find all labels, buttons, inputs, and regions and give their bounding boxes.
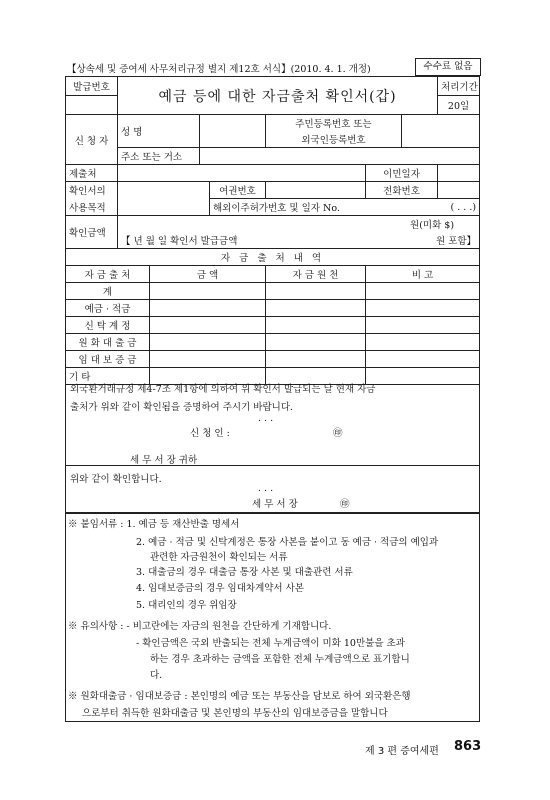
request-text-1: 외국환거래규정 제4-7조 제1항에 의하여 위 확인서 발급되는 날 현재 자금 [70,384,376,395]
submit-to-label: 제출처 [66,165,118,182]
fee-box: 수수료 없음 [415,58,481,76]
reg-no-value[interactable] [402,115,480,148]
row-loan-origin[interactable] [266,334,366,351]
caution-1: ※ 유의사항 : - 비고란에는 자금의 원천을 간단하게 기재합니다. [68,621,332,632]
caution-2a: - 확인금액은 국외 반출되는 전체 누계금액이 미화 10만불을 초과 [136,638,405,649]
office-sign-label: 세 무 서 장 [252,499,298,510]
row-trust: 신 탁 계 정 [66,317,150,334]
issue-no-label: 발급번호 [66,77,118,96]
amount-label: 확인금액 [66,216,118,249]
row-total-amount[interactable] [150,283,266,300]
emigration-permit-date[interactable]: ( . . .) [402,199,480,216]
purpose-label-2: 사용목적 [66,199,118,216]
row-deposit-note[interactable] [366,300,480,317]
row-deposit-amount[interactable] [150,300,266,317]
detail-section-title: 자 금 출 처 내 역 [66,249,480,266]
applicant-seal[interactable]: ㊞ [333,428,343,439]
attachment-2b: 관련한 자금원천이 확인되는 서류 [150,552,288,563]
caution-2c: 다. [150,670,163,681]
row-loan: 원 화 대 출 금 [66,334,150,351]
regulation-header: 【상속세 및 증여세 사무처리규정 별지 제12호 서식】(2010. 4. 1. 개정) [67,64,371,75]
confirm-date[interactable]: . . . [258,483,274,494]
row-total-origin[interactable] [266,283,366,300]
attachment-5: 5. 대리인의 경우 위임장 [136,600,237,611]
to-office: 세 무 서 장 귀하 [130,455,198,466]
passport-value[interactable] [266,182,366,199]
col-note: 비 고 [366,266,480,283]
issue-no-value[interactable] [66,96,118,115]
address-value[interactable] [200,148,480,165]
col-amount: 금 액 [150,266,266,283]
row-loan-amount[interactable] [150,334,266,351]
form-title: 예금 등에 대한 자금출처 확인서(갑) [118,77,438,115]
applicant-sign-label: 신 청 인 : [190,428,230,439]
attachments-label: ※ 붙임서류 : 1. 예금 등 재산반출 명세서 [68,519,240,530]
confirm-text: 위와 같이 확인합니다. [70,474,162,485]
phone-label: 전화번호 [366,182,438,199]
reg-no-label-1: 주민등록번호 또는 [266,115,402,132]
row-trust-amount[interactable] [150,317,266,334]
reg-no-label-2: 외국인등록번호 [266,131,402,148]
submit-to-value[interactable] [118,165,366,182]
col-origin: 자 금 원 천 [266,266,366,283]
definition-1: ※ 원화대출금 · 임대보증금 : 본인명의 예금 또는 부동산을 담보로 하여 외국환은행 [68,691,411,702]
passport-label: 여권번호 [210,182,266,199]
footer-section: 제 3 편 증여세편 [365,746,439,757]
row-total: 계 [66,283,150,300]
row-total-note[interactable] [366,283,480,300]
form-table [65,76,480,385]
row-deposit-origin[interactable] [266,300,366,317]
applicant-label: 신 청 자 [66,115,118,165]
row-lease-amount[interactable] [150,351,266,368]
emigration-permit-label: 해외이주허가번호 및 일자 No. [210,199,402,216]
name-value[interactable] [200,115,266,148]
row-trust-origin[interactable] [266,317,366,334]
caution-2b: 하는 경우 초과하는 금액을 포함한 전체 누계금액으로 표기합니 [150,654,410,665]
name-label: 성 명 [118,115,200,148]
row-lease-origin[interactable] [266,351,366,368]
period-value: 20일 [438,96,480,115]
amount-line-1[interactable]: 원(미화 $) [118,216,480,233]
amount-line-2-left: 【 년 월 일 확인서 발급금액 [118,232,402,249]
row-trust-note[interactable] [366,317,480,334]
attachment-3: 3. 대출금의 경우 대출금 통장 사본 및 대출관련 서류 [136,567,353,578]
address-label: 주소 또는 거소 [118,148,200,165]
row-deposit: 예금 · 적금 [66,300,150,317]
row-other: 기 타 [66,368,150,385]
purpose-label-1: 확인서의 [66,182,118,199]
request-text-2: 출처가 위와 같이 확인됨을 증명하여 주시기 바랍니다. [70,402,294,413]
attachment-2a: 2. 예금 · 적금 및 신탁계정은 통장 사본을 붙이고 동 예금 · 적금의 예입과 [136,537,439,548]
migration-date-value[interactable] [438,165,480,182]
migration-date-label: 이민일자 [366,165,438,182]
purpose-value[interactable] [118,182,210,216]
col-source: 자 금 출 처 [66,266,150,283]
page-number: 863 [454,739,482,754]
row-deposit-lease: 임 대 보 증 금 [66,351,150,368]
attachment-4: 4. 임대보증금의 경우 임대차계약서 사본 [136,583,304,594]
row-lease-note[interactable] [366,351,480,368]
office-seal[interactable]: ㊞ [340,499,350,510]
request-date[interactable]: . . . [258,413,274,424]
phone-value[interactable] [438,182,480,199]
amount-line-2-right: 원 포함】 [402,232,480,249]
definition-2: 으로부터 취득한 원화대출금 및 본인명의 부동산의 임대보증금을 말합니다 [82,708,388,719]
period-label: 처리기간 [438,77,480,96]
row-loan-note[interactable] [366,334,480,351]
